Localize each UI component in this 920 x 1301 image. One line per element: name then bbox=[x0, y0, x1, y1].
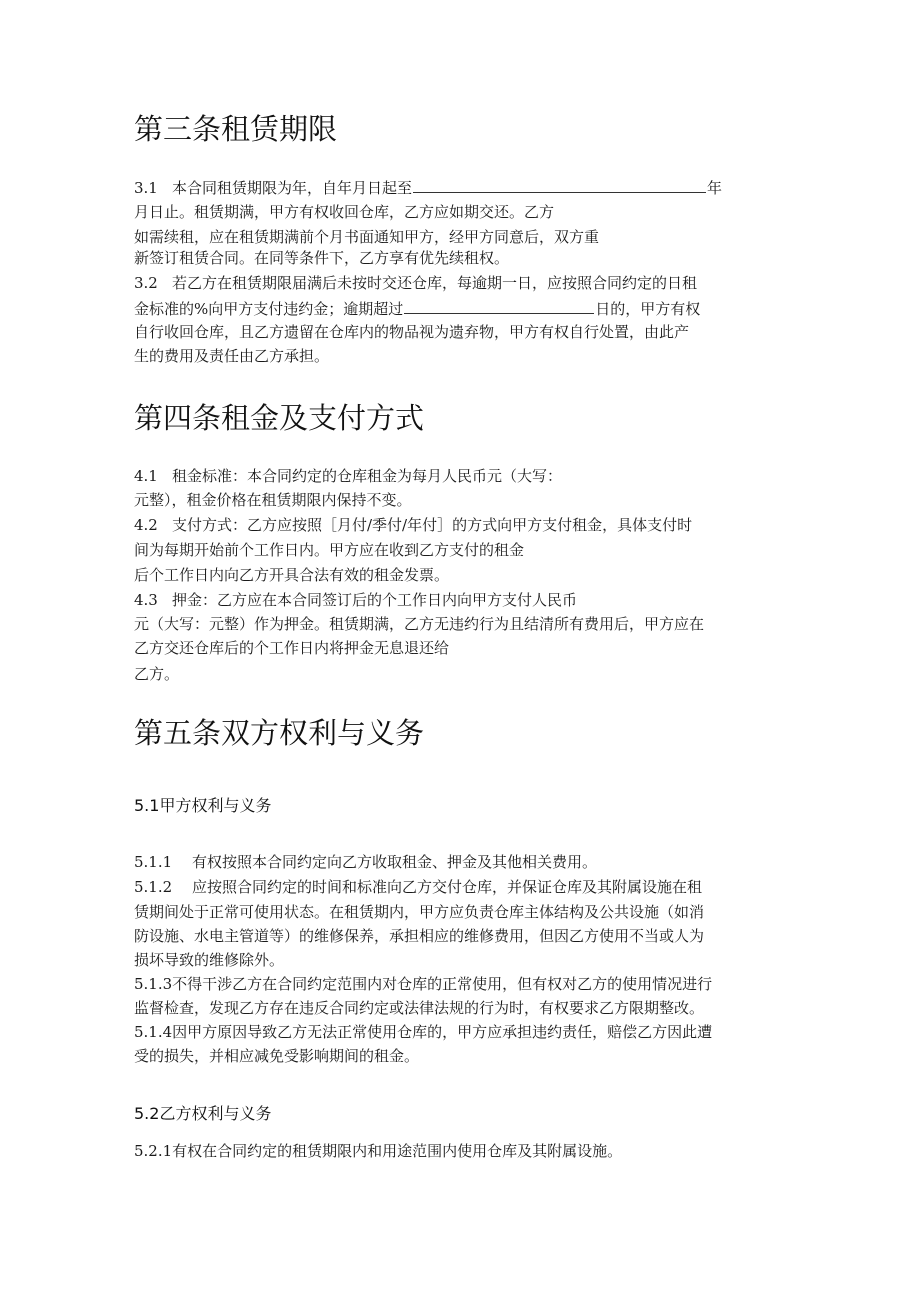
clause-4-1-line-1: 4.1 租金标准：本合同约定的仓库租金为每月人民币元（大写： bbox=[134, 467, 563, 485]
subsection-5-2-heading: 5.2乙方权利与义务 bbox=[134, 1104, 272, 1123]
subsection-5-1-heading: 5.1甲方权利与义务 bbox=[134, 796, 272, 815]
clause-3-1-line-2: 月日止。租赁期满，甲方有权收回仓库，乙方应如期交还。乙方 bbox=[134, 203, 555, 221]
clause-4-3-line-1: 4.3 押金：乙方应在本合同签订后的个工作日内向甲方支付人民币 bbox=[134, 591, 578, 609]
fill-in-blank bbox=[404, 298, 594, 314]
clause-5-1-1-line-1: 5.1.1 有权按照本合同约定向乙方收取租金、押金及其他相关费用。 bbox=[134, 853, 598, 871]
clause-4-3-line-3: 乙方交还仓库后的个工作日内将押金无息退还给 bbox=[134, 639, 450, 657]
clause-3-1-line-3: 如需续租，应在租赁期满前个月书面通知甲方，经甲方同意后，双方重 bbox=[134, 228, 600, 246]
clause-4-2-line-1: 4.2 支付方式：乙方应按照［月付/季付/年付］的方式向甲方支付租金，具体支付时 bbox=[134, 516, 693, 534]
clause-number: 5.1.2 bbox=[134, 878, 173, 896]
clause-number: 3.1 bbox=[134, 179, 158, 197]
clause-4-1-line-2: 元整），租金价格在租赁期限内保持不变。 bbox=[134, 491, 412, 509]
clause-3-1-line-1: 3.1 本合同租赁期限为年，自年月日起至 年 bbox=[134, 179, 723, 197]
clause-5-1-4-line-2: 受的损失，并相应减免受影响期间的租金。 bbox=[134, 1047, 420, 1065]
clause-5-1-2-line-2: 赁期间处于正常可使用状态。在租赁期内，甲方应负责仓库主体结构及公共设施（如消 bbox=[134, 903, 705, 921]
clause-4-2-line-2: 间为每期开始前个工作日内。甲方应在收到乙方支付的租金 bbox=[134, 541, 525, 559]
clause-3-2-line-1: 3.2 若乙方在租赁期限届满后未按时交还仓库，每逾期一日，应按照合同约定的日租 bbox=[134, 274, 698, 292]
clause-number: 5.1.1 bbox=[134, 853, 173, 871]
section-5-heading: 第五条双方权利与义务 bbox=[134, 716, 425, 750]
clause-4-2-line-3: 后个工作日内向乙方开具合法有效的租金发票。 bbox=[134, 566, 450, 584]
clause-number: 4.1 bbox=[134, 467, 158, 485]
clause-5-1-3-line-2: 监督检查，发现乙方存在违反合同约定或法律法规的行为时，有权要求乙方限期整改。 bbox=[134, 999, 705, 1017]
clause-5-2-1-line-1: 5.2.1有权在合同约定的租赁期限内和用途范围内使用仓库及其附属设施。 bbox=[134, 1142, 623, 1160]
section-3-heading: 第三条租赁期限 bbox=[134, 112, 338, 146]
clause-5-1-2-line-4: 损坏导致的维修除外。 bbox=[134, 951, 285, 969]
clause-3-2-line-2: 金标准的%向甲方支付违约金；逾期超过 日的，甲方有权 bbox=[134, 300, 701, 318]
clause-3-2-line-4: 生的费用及责任由乙方承担。 bbox=[134, 347, 330, 365]
clause-number: 4.2 bbox=[134, 516, 158, 534]
clause-4-3-line-4: 乙方。 bbox=[134, 665, 180, 683]
clause-4-3-line-2: 元（大写：元整）作为押金。租赁期满，乙方无违约行为且结清所有费用后，甲方应在 bbox=[134, 615, 705, 633]
clause-3-1-line-4: 新签订租赁合同。在同等条件下，乙方享有优先续租权。 bbox=[134, 249, 510, 267]
clause-3-2-line-3: 自行收回仓库，且乙方遗留在仓库内的物品视为遗弃物，甲方有权自行处置，由此产 bbox=[134, 323, 690, 341]
clause-5-1-2-line-1: 5.1.2 应按照合同约定的时间和标准向乙方交付仓库，并保证仓库及其附属设施在租 bbox=[134, 878, 703, 896]
clause-number: 4.3 bbox=[134, 591, 158, 609]
clause-number: 3.2 bbox=[134, 274, 158, 292]
section-4-heading: 第四条租金及支付方式 bbox=[134, 401, 425, 435]
fill-in-blank bbox=[413, 177, 706, 193]
clause-5-1-3-line-1: 5.1.3不得干涉乙方在合同约定范围内对仓库的正常使用，但有权对乙方的使用情况进行 bbox=[134, 975, 713, 993]
clause-5-1-2-line-3: 防设施、水电主管道等）的维修保养，承担相应的维修费用，但因乙方使用不当或人为 bbox=[134, 927, 705, 945]
clause-5-1-4-line-1: 5.1.4因甲方原因导致乙方无法正常使用仓库的，甲方应承担违约责任，赔偿乙方因此遭 bbox=[134, 1023, 713, 1041]
